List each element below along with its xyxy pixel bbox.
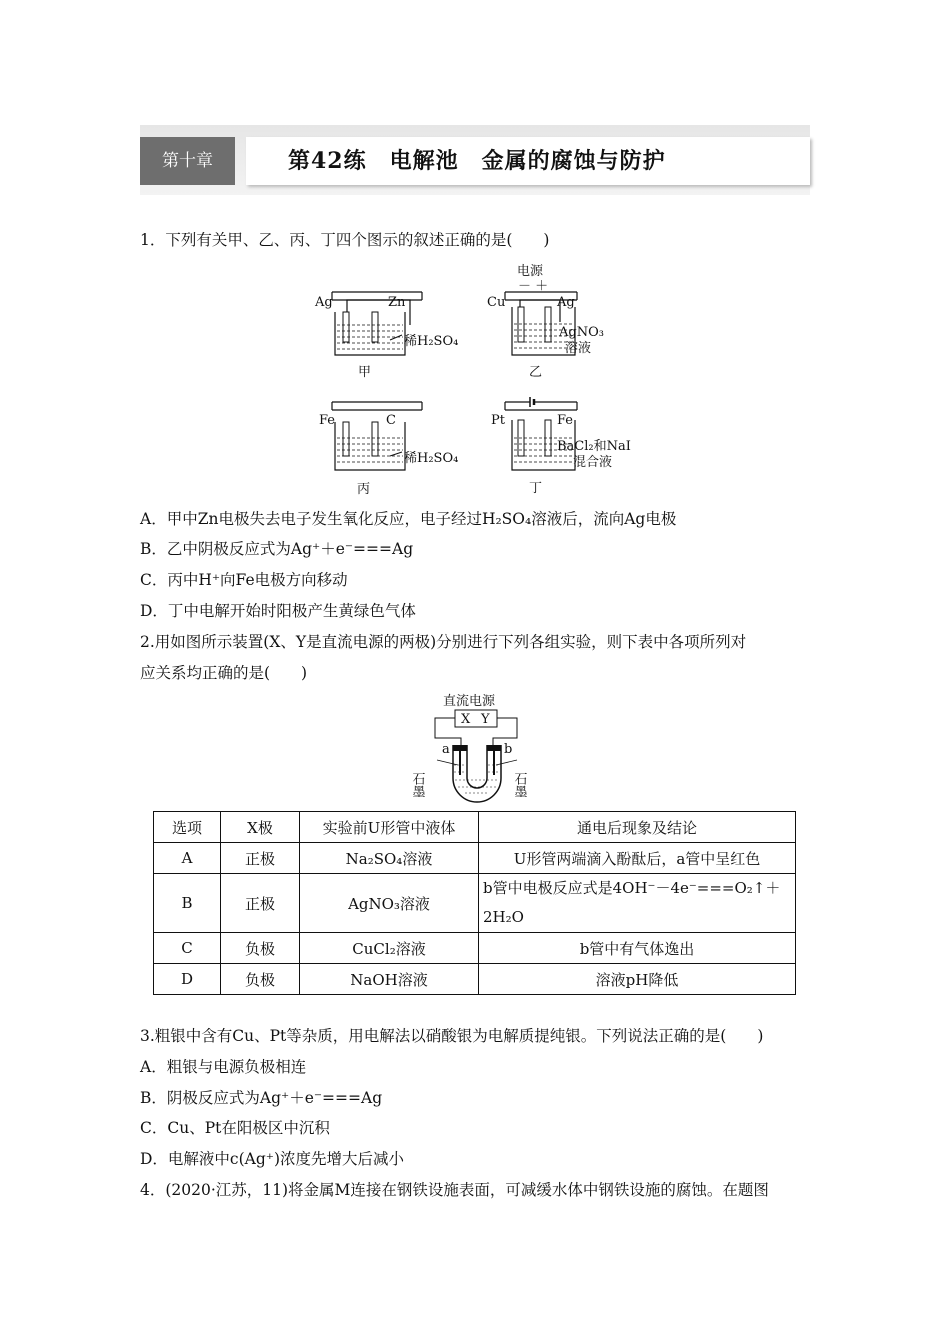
- table-cell: D: [154, 964, 221, 995]
- table-header-row: [154, 812, 796, 843]
- u-graphite-right: 石墨: [511, 772, 527, 798]
- u-y-label: Y: [481, 712, 490, 727]
- yi-solution-label-2: 溶液: [565, 341, 592, 356]
- q3-option-d: D．电解液中c(Ag⁺)浓度先增大后减小: [140, 1150, 405, 1168]
- table-cell: 负极: [221, 933, 300, 964]
- q1-option-b: B．乙中阴极反应式为Ag⁺＋e⁻===Ag: [140, 540, 414, 558]
- figure-bing: [310, 400, 459, 498]
- q3-option-a: A．粗银与电源负极相连: [140, 1058, 307, 1076]
- table-cell: A: [154, 843, 221, 874]
- table-cell: CuCl₂溶液: [300, 933, 479, 964]
- yi-left-label: Cu: [487, 295, 506, 310]
- jia-solution-label: 稀H₂SO₄: [404, 334, 459, 349]
- bing-solution-label: 稀H₂SO₄: [404, 451, 459, 466]
- table-cell: b管中有气体逸出: [479, 933, 796, 964]
- page-title: 第42练 电解池 金属的腐蚀与防护: [288, 148, 666, 174]
- table-cell: U形管两端滴入酚酞后，a管中呈红色: [479, 843, 796, 874]
- ding-caption: 丁: [529, 481, 543, 496]
- q1-stem: 1．下列有关甲、乙、丙、丁四个图示的叙述正确的是( ): [140, 231, 550, 249]
- table-cell: 正极: [221, 843, 300, 874]
- jia-caption: 甲: [358, 365, 372, 380]
- u-a-label: a: [442, 742, 450, 757]
- table-header-cell: 通电后现象及结论: [479, 812, 796, 843]
- q3-option-c: C．Cu、Pt在阳极区中沉积: [140, 1119, 330, 1137]
- q3-stem: 3.粗银中含有Cu、Pt等杂质，用电解法以硝酸银为电解质提纯银。下列说法正确的是( ): [140, 1027, 764, 1045]
- u-graphite-left: 石墨: [409, 772, 425, 798]
- jia-left-label: Ag: [315, 295, 333, 310]
- table-cell: 溶液pH降低: [479, 964, 796, 995]
- yi-caption: 乙: [529, 365, 543, 380]
- figure-u-tube: [409, 690, 540, 802]
- yi-solution-label-1: AgNO₃: [559, 325, 604, 340]
- u-b-label: b: [504, 742, 513, 757]
- table-row: [154, 933, 796, 964]
- table-row: [154, 964, 796, 995]
- table-cell: B: [154, 874, 221, 933]
- q2-table: [153, 811, 796, 995]
- bing-right-label: C: [386, 413, 396, 428]
- yi-signs: － ＋: [518, 279, 549, 294]
- ding-right-label: Fe: [557, 413, 574, 428]
- table-header-cell: X极: [221, 812, 300, 843]
- u-x-label: X: [461, 712, 471, 727]
- q1-option-c: C．丙中H⁺向Fe电极方向移动: [140, 571, 348, 589]
- yi-right-label: Ag: [557, 295, 575, 310]
- table-header-cell: 选项: [154, 812, 221, 843]
- jia-right-label: Zn: [388, 295, 406, 310]
- table-row: [154, 843, 796, 874]
- bing-caption: 丙: [357, 482, 371, 497]
- q3-option-b: B．阴极反应式为Ag⁺＋e⁻===Ag: [140, 1089, 383, 1107]
- table-row: [154, 874, 796, 933]
- table-cell: AgNO₃溶液: [300, 874, 479, 933]
- q1-option-d: D．丁中电解开始时阳极产生黄绿色气体: [140, 602, 416, 620]
- table-cell: 正极: [221, 874, 300, 933]
- table-cell: C: [154, 933, 221, 964]
- q4-stem: 4．(2020·江苏，11)将金属M连接在钢铁设施表面，可减缓水体中钢铁设施的腐蚀。在题图: [140, 1181, 769, 1199]
- figure-jia: [310, 290, 459, 385]
- figure-yi: [485, 262, 625, 382]
- table-cell: b管中电极反应式是4OH⁻－4e⁻===O₂↑＋2H₂O: [479, 874, 796, 933]
- table-header-cell: 实验前U形管中液体: [300, 812, 479, 843]
- bing-left-label: Fe: [319, 413, 336, 428]
- table-cell: Na₂SO₄溶液: [300, 843, 479, 874]
- yi-power-label: 电源: [517, 264, 544, 279]
- ding-solution-label-1: BaCl₂和NaI: [557, 439, 631, 454]
- table-cell: NaOH溶液: [300, 964, 479, 995]
- figure-ding: [485, 395, 635, 498]
- q1-option-a: A．甲中Zn电极失去电子发生氧化反应，电子经过H₂SO₄溶液后，流向Ag电极: [140, 510, 677, 528]
- u-power-label: 直流电源: [443, 694, 496, 709]
- ding-left-label: Pt: [491, 413, 505, 428]
- q2-stem-2: 应关系均正确的是( ): [140, 664, 308, 682]
- chapter-label: 第十章: [140, 137, 235, 185]
- table-cell: 负极: [221, 964, 300, 995]
- ding-solution-label-2: 混合液: [573, 455, 613, 470]
- q2-stem-1: 2.用如图所示装置(X、Y是直流电源的两极)分别进行下列各组实验，则下表中各项所列对: [140, 633, 747, 651]
